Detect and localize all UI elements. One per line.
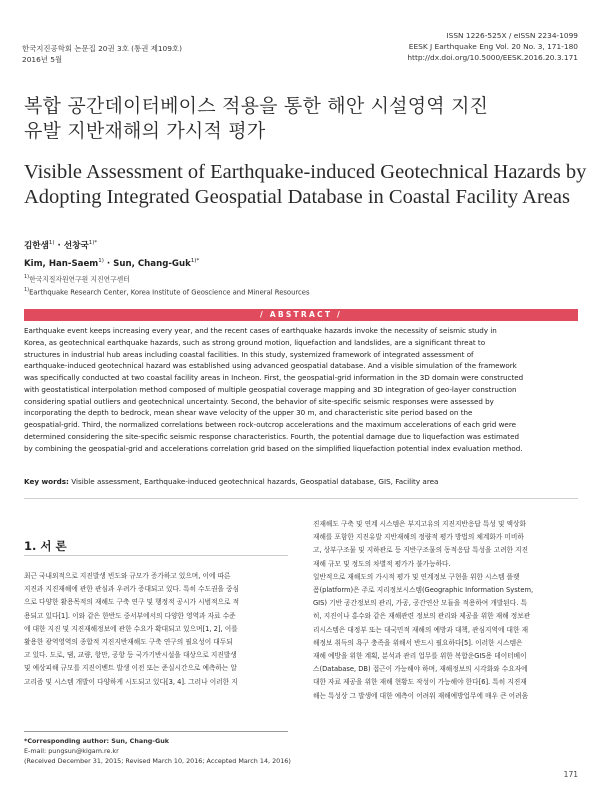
body-line: 대한 자료 제공을 위한 재해 현황도 작성이 가능해야 한다[6]. 특히 지진재 — [313, 678, 527, 687]
section-divider — [24, 555, 288, 556]
abstract-line: considering spatial outliers and geotechnical uncertainty. Second, the behavior of site-specific seismic responses were assessed by — [24, 396, 494, 406]
body-line: 스(Database, DB) 접근이 가능해야 하며, 재해정보의 시각화와 수요자에 — [313, 665, 528, 674]
section-heading: 1. 서 론 — [24, 539, 67, 553]
author-name: Kim, Han-Saem — [24, 258, 99, 269]
abstract-line: Earthquake event keeps increasing every year, and the recent cases of earthquake hazards invoke the necessity of seismic study in — [24, 326, 497, 335]
body-line: 고 있다. 도로, 댐, 교량, 항만, 공항 등 국가기반시설을 대상으로 지진발생 — [24, 651, 237, 660]
abstract-line: was specifically conducted at two coastal facility areas in Incheon. First, the geospatial-grid information in the 3D domain were constructed — [24, 373, 524, 382]
abstract-line: Korea, as geotechnical earthquake hazards, such as strong ground motion, liquefaction and landslides, are a significant threat to — [24, 337, 486, 347]
korean-title — [24, 94, 579, 144]
author-mark: 1)* — [190, 257, 200, 264]
abstract-divider — [24, 498, 578, 499]
english-title — [24, 160, 587, 210]
author-name: 김한샘 — [24, 240, 49, 251]
body-line: 최근 국내외적으로 지진발생 빈도와 규모가 증가하고 있으며, 이에 따른 — [24, 572, 231, 580]
english-title-line: Visible Assessment of Earthquake-induced Geotechnical Hazards by — [24, 161, 587, 183]
affiliation-mark: 1) — [24, 286, 30, 293]
abstract-line: by combining the geospatial-grid and accelerations correlation grid based on the simplified liquefaction potential index evaluation method. — [24, 443, 523, 453]
author-separator: · — [103, 258, 114, 269]
author-name: Sun, Chang-Guk — [113, 258, 191, 269]
body-column-right — [313, 518, 579, 703]
affiliation-mark: 1) — [24, 273, 30, 280]
author-name: 선창국 — [63, 240, 89, 251]
author-separator: · — [54, 240, 64, 251]
footnote-divider — [24, 731, 288, 732]
body-line: 고, 상부구조물 및 지하관로 등 지반구조물의 동적응답 특성을 고려한 지진 — [313, 546, 529, 555]
journal-volume: 한국지진공학회 논문집 20권 3호 (통권 제109호) — [22, 44, 182, 53]
body-line: 활용한 광역영역의 종합적 지진지반재해도 구축 연구의 필요성이 대두되 — [24, 638, 233, 647]
affiliation-text: Earthquake Research Center, Korea Institute of Geoscience and Mineral Resources — [29, 288, 310, 297]
abstract-line: earthquake-induced geotechnical hazard was established using advanced geospatial database. And a visible simulation of the framework — [24, 361, 517, 371]
corresponding-author-footnote — [24, 736, 291, 766]
submission-dates: (Received December 31, 2015; Revised March 10, 2016; Accepted March 14, 2016) — [24, 757, 291, 765]
body-line: 으로 다양한 활용목적의 재해도 구축 연구 및 행정적 공시가 시범적으로 적 — [24, 598, 240, 607]
journal-ids — [407, 30, 578, 63]
abstract-line: determined considering the site-specific seismic response characteristics. Fourth, the potential damage due to liquefaction was estimated — [24, 431, 520, 441]
abstract-line: geospatial-grid. Third, the normalized correlations between rock-outcrop accelerations and the maximum accelerations of each grid were — [24, 420, 516, 429]
body-line: 재해를 포함한 지진유발 지반재해의 정량적 평가 방법의 체계화가 미비하 — [313, 533, 524, 542]
body-line: 재해 예방을 위한 계획, 분석과 관리 업무를 위한 복합운GIS용 데이터베이 — [313, 652, 527, 661]
body-line: 해정보 취득의 욕구 충족을 위해서 반드시 필요하다[5]. 이러한 시스템은 — [313, 638, 523, 647]
body-line: 리시스템은 대정부 또는 대국민적 재해의 예방과 대책, 관심지역에 대한 재 — [313, 625, 529, 634]
keywords-list: Visible assessment, Earthquake-induced geotechnical hazards, Geospatial database, GIS, Facility area — [68, 477, 439, 486]
journal-citation: EESK J Earthquake Eng Vol. 20 No. 3, 171-180 — [408, 42, 578, 51]
journal-date: 2016년 5월 — [22, 55, 63, 64]
authors-english — [24, 254, 310, 272]
english-title-line: Adopting Integrated Geospatial Database in Coastal Facility Areas — [24, 186, 570, 208]
body-line: 고리즘 및 시스템 개발이 다양하게 시도되고 있다[3, 4]. 그러나 이러한 지 — [24, 677, 238, 686]
authors-korean — [24, 236, 310, 254]
affiliation-korean — [24, 272, 310, 285]
body-line: 재해 규모 및 정도의 차별적 평가가 불가능하다. — [313, 559, 451, 568]
author-mark: 1)* — [88, 240, 98, 246]
body-line: 해는 특성상 그 발생에 대한 예측이 어려워 재해예방업무에 매우 큰 어려움 — [313, 691, 529, 700]
keywords — [24, 476, 578, 487]
abstract-line: incorporating the depth to bedrock, mean shear wave velocity of the upper 30 m, and characteristic site period based on the — [24, 408, 473, 418]
corresponding-author: *Corresponding author: Sun, Chang-Guk — [24, 737, 170, 745]
body-line: 및 예상피해 규모를 지진이벤트 발생 이전 또는 준실시간으로 예측하는 알 — [24, 664, 237, 673]
body-line: 히, 지진이나 홍수와 같은 재해관련 정보의 관리와 제공을 위한 재해 정보관 — [313, 612, 531, 621]
korean-title-line: 유발 지반재해의 가시적 평가 — [24, 120, 266, 142]
author-block — [24, 236, 310, 298]
body-column-left — [24, 570, 288, 689]
korean-title-line: 복합 공간데이터베이스 적용을 통한 해안 시설영역 지진 — [24, 95, 489, 117]
body-line: 일반적으로 재해도의 가시적 평가 및 연계정보 구현을 위한 시스템 플랫 — [313, 572, 520, 581]
body-line: 용되고 있다[1]. 이와 같은 한반도 중서부에서의 다양한 영역과 자료 수준 — [24, 611, 236, 620]
author-email[interactable]: E-mail: pungsun@kigam.re.kr — [24, 747, 119, 755]
body-line: 에 대한 지진 및 지진재해정보에 관한 수요가 확대되고 있으며[1, 2], 이를 — [24, 624, 238, 633]
keywords-label: Key words: — [24, 477, 69, 486]
author-mark: 1) — [98, 257, 104, 264]
abstract-line: with geostatistical interpolation method composed of multiple geospatial coverage mapping and 3D integration of geo-layer construction — [24, 384, 517, 394]
abstract-line: structures in industrial hub areas including coastal facilities. In this study, systemized framework of integrated assessment of — [24, 349, 474, 359]
journal-info — [22, 43, 182, 65]
body-line: 진재해도 구축 및 연계 시스템은 부지고유의 지진지반응답 특성 및 액상화 — [313, 520, 526, 528]
page-number: 171 — [563, 770, 578, 779]
body-line: 지진과 지진재해에 관한 관심과 우려가 증대되고 있다. 특히 수도권을 중심 — [24, 585, 240, 594]
affiliation-english — [24, 285, 310, 298]
abstract-body — [24, 325, 578, 454]
issn: ISSN 1226-525X / eISSN 2234-1099 — [446, 31, 578, 40]
author-mark: 1) — [48, 240, 55, 246]
body-line: 폼(platform)은 주로 지리정보시스템(Geographic Information System, — [313, 586, 534, 595]
journal-header — [22, 30, 578, 66]
doi-link[interactable]: http://dx.doi.org/10.5000/EESK.2016.20.3.171 — [407, 53, 578, 62]
affiliation-text: 한국지질자원연구원 지진연구센터 — [29, 274, 130, 283]
body-line: GIS) 기반 공간정보의 관리, 가공, 공간연산 모듈을 적용하여 개발된다. 특 — [313, 599, 527, 608]
abstract-heading: / ABSTRACT / — [24, 309, 578, 321]
